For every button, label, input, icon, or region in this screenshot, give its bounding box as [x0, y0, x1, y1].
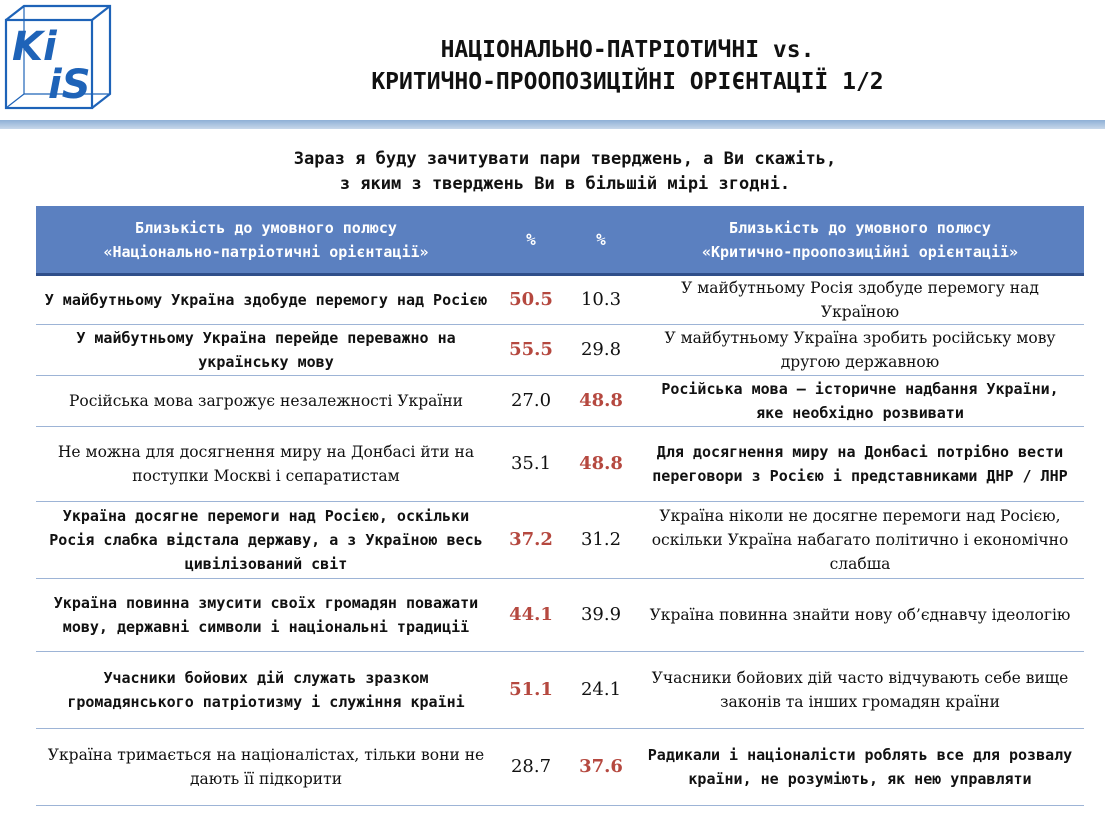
- logo-text-bottom: iS: [48, 62, 91, 108]
- right-statement: Учасники бойових дій часто відчувають себе вище законів та інших громадян країни: [651, 669, 1069, 711]
- left-statement: У майбутньому Україна здобуде перемогу над Росією: [44, 291, 488, 309]
- question-line-1: Зараз я буду зачитувати пари тверджень, а Ви скажіть,: [293, 149, 837, 169]
- left-statement: Україна досягне перемоги над Росією, оскільки Росія слабка відстала державу, а з Україною весь цивілізований світ: [49, 507, 483, 573]
- left-percent: 44.1: [509, 604, 553, 625]
- header-pct-right: %: [596, 230, 606, 249]
- right-statement: У майбутньому Росія здобуде перемогу над Україною: [681, 279, 1039, 321]
- left-percent: 55.5: [509, 339, 553, 360]
- header-right-line-1: Близькість до умовного полюсу: [729, 218, 991, 237]
- left-percent: 28.7: [510, 756, 552, 777]
- right-statement: У майбутньому Україна зробить російську мову другою державною: [664, 329, 1056, 371]
- left-percent: 50.5: [509, 289, 553, 310]
- survey-question: [150, 147, 980, 197]
- right-statement: Україна повинна знайти нову об’єднавчу ідеологію: [649, 606, 1071, 624]
- title-line-1: НАЦІОНАЛЬНО-ПАТРІОТИЧНІ vs.: [440, 37, 815, 63]
- table-row: [36, 376, 1084, 427]
- table-row: [36, 502, 1084, 579]
- left-statement: Україна повинна змусити своїх громадян поважати мову, державні символи і національні традиції: [53, 594, 479, 636]
- header-left-pole: [36, 206, 496, 273]
- table-row: [36, 652, 1084, 729]
- right-statement: Російська мова – історичне надбання України, яке необхідно розвивати: [661, 380, 1059, 422]
- header-right-line-2: «Критично-проопозиційні орієнтації»: [701, 242, 1019, 261]
- table-row: [36, 427, 1084, 502]
- table-body: [36, 276, 1084, 806]
- left-statement: Не можна для досягнення миру на Донбасі йти на поступки Москві і сепаратистам: [57, 443, 475, 485]
- table-header: [36, 206, 1084, 276]
- left-percent: 51.1: [509, 679, 553, 700]
- kiis-logo: [2, 2, 114, 114]
- left-percent: 35.1: [510, 453, 552, 474]
- header-pct-left: %: [526, 230, 536, 249]
- left-statement: Учасники бойових дій служать зразком громадянського патріотизму і служіння країні: [67, 669, 465, 711]
- right-percent: 24.1: [580, 679, 622, 700]
- table-row: [36, 729, 1084, 806]
- left-statement: Російська мова загрожує незалежності України: [69, 392, 463, 410]
- right-statement: Україна ніколи не досягне перемоги над Росією, оскільки Україна набагато політично і економічно слабша: [651, 507, 1069, 573]
- page-title: [150, 34, 1105, 98]
- statements-table: [36, 206, 1084, 806]
- right-percent: 48.8: [579, 390, 623, 411]
- right-percent: 31.2: [580, 529, 622, 550]
- table-row: [36, 276, 1084, 325]
- logo-text-top: Ki: [12, 24, 57, 70]
- right-percent: 39.9: [580, 604, 622, 625]
- table-row: [36, 579, 1084, 652]
- right-percent: 10.3: [580, 289, 622, 310]
- header-right-pole: [636, 206, 1084, 273]
- left-statement: Україна тримається на націоналістах, тільки вони не дають її підкорити: [47, 746, 485, 788]
- left-percent: 37.2: [509, 529, 553, 550]
- header-divider: [0, 120, 1105, 129]
- left-statement: У майбутньому Україна перейде переважно на українську мову: [76, 329, 456, 371]
- table-row: [36, 325, 1084, 376]
- header-left-line-2: «Національно-патріотичні орієнтації»: [103, 242, 429, 261]
- title-line-2: КРИТИЧНО-ПРООПОЗИЦІЙНІ ОРІЄНТАЦІЇ 1/2: [371, 69, 884, 95]
- right-percent: 37.6: [579, 756, 623, 777]
- right-statement: Для досягнення миру на Донбасі потрібно вести переговори з Росією і представниками ДНР / ЛНР: [652, 443, 1068, 485]
- left-percent: 27.0: [510, 390, 552, 411]
- right-percent: 29.8: [580, 339, 622, 360]
- right-percent: 48.8: [579, 453, 623, 474]
- question-line-2: з яким з тверджень Ви в більшій мірі згодні.: [339, 174, 791, 194]
- header-left-line-1: Близькість до умовного полюсу: [135, 218, 397, 237]
- right-statement: Радикали і націоналісти роблять все для розвалу країни, не розуміють, як нею управляти: [647, 746, 1073, 788]
